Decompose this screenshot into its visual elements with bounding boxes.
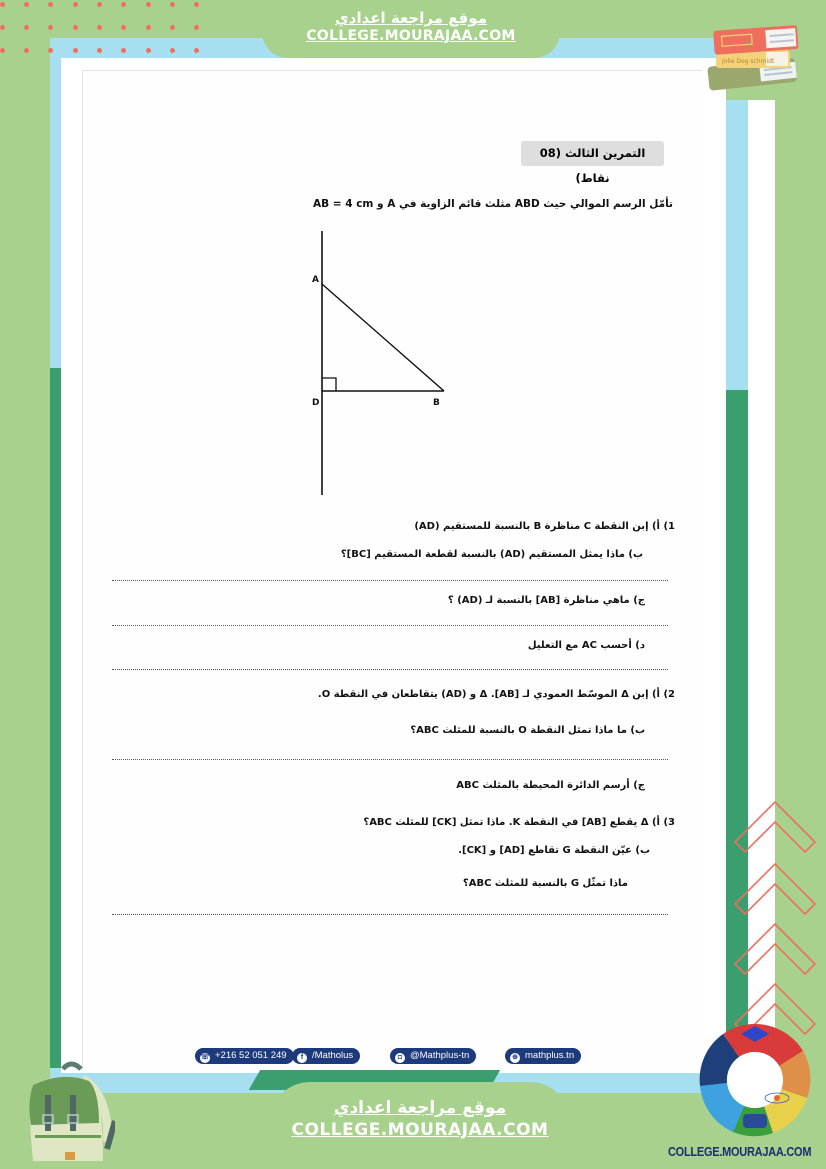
instagram-icon: ◘ bbox=[395, 1053, 405, 1063]
contact-website[interactable] bbox=[505, 1048, 581, 1064]
question-3a: 3) أ) Δ يقطع [AB] في النقطة K. ماذا تمثل [CK] للمثلث ABC؟ bbox=[363, 817, 675, 828]
right-blue-strip bbox=[726, 100, 748, 395]
contact-facebook[interactable] bbox=[292, 1048, 360, 1064]
exam-paper bbox=[82, 70, 702, 1070]
question-2c: ج) أرسم الدائرة المحيطة بالمثلث ABC bbox=[456, 780, 645, 791]
footer-banner[interactable] bbox=[270, 1082, 570, 1169]
site-name-ar[interactable]: موقع مراجعة اعدادي bbox=[335, 9, 487, 27]
books-illustration bbox=[700, 12, 810, 94]
question-1c: ج) ماهي مناظرة [AB] بالنسبة لـ (AD) ؟ bbox=[447, 595, 645, 606]
question-1d: د) أحسب AC مع التعليل bbox=[527, 640, 645, 651]
answer-line[interactable] bbox=[112, 624, 668, 626]
question-3c: ماذا تمثّل G بالنسبة للمثلث ABC؟ bbox=[462, 878, 628, 889]
question-3b: ب) عيّن النقطة G تقاطع [AD] و [CK]. bbox=[458, 845, 650, 856]
whatsapp-icon: ☏ bbox=[200, 1054, 210, 1061]
answer-line[interactable] bbox=[112, 758, 668, 760]
exercise-title: التمرين الثالث (08 نقاط) bbox=[521, 141, 664, 166]
question-1b: ب) ماذا يمثل المستقيم (AD) بالنسبة لقطعة المستقيم [BC]؟ bbox=[340, 549, 643, 560]
website-url: mathplus.tn bbox=[525, 1050, 575, 1061]
answer-line[interactable] bbox=[112, 913, 668, 915]
point-a-label: A bbox=[312, 275, 319, 285]
facebook-handle: /Matholus bbox=[312, 1050, 354, 1061]
point-d-label: D bbox=[312, 398, 320, 408]
answer-line[interactable] bbox=[112, 579, 668, 581]
contact-instagram[interactable] bbox=[390, 1048, 476, 1064]
instagram-handle: @Mathplus-tn bbox=[410, 1050, 470, 1061]
point-b-label: B bbox=[433, 398, 440, 408]
chevron-decoration bbox=[732, 790, 818, 1040]
triangle-diagram bbox=[300, 225, 460, 497]
globe-icon: ⊕ bbox=[510, 1053, 520, 1063]
question-2a: 2) أ) إبن Δ الموسّط العمودي لـ [AB]. Δ و (AD) يتقاطعان في النقطة O. bbox=[317, 689, 675, 700]
header-banner[interactable] bbox=[262, 0, 560, 58]
footer-site-name-ar[interactable]: موقع مراجعة اعدادي bbox=[333, 1098, 507, 1118]
svg-text:Jolie Dog schmidt: Jolie Dog schmidt bbox=[722, 58, 775, 65]
exercise-intro: تأمّل الرسم الموالي حيث ABD مثلث قائم الزاوية في A و AB = 4 cm bbox=[313, 198, 673, 210]
backpack-illustration bbox=[15, 1055, 115, 1167]
answer-line[interactable] bbox=[112, 668, 668, 670]
question-1a: 1) أ) إبن النقطة C مناظرة B بالنسبة للمستقيم (AD) bbox=[414, 521, 675, 532]
facebook-icon: f bbox=[297, 1053, 307, 1063]
footer-site-url[interactable]: COLLEGE.MOURAJAA.COM bbox=[291, 1120, 549, 1140]
site-url[interactable]: COLLEGE.MOURAJAA.COM bbox=[306, 28, 516, 44]
contact-phone[interactable] bbox=[195, 1048, 294, 1064]
dot-pattern bbox=[0, 0, 200, 55]
question-2b: ب) ما ماذا تمثل النقطة O بالنسبة للمثلث ABC؟ bbox=[410, 725, 645, 736]
college-logo-text[interactable]: COLLEGE.MOURAJAA.COM bbox=[668, 1145, 812, 1159]
college-logo bbox=[697, 1022, 813, 1144]
triangle-figure bbox=[300, 225, 460, 497]
phone-number: +216 52 051 249 bbox=[215, 1050, 287, 1061]
